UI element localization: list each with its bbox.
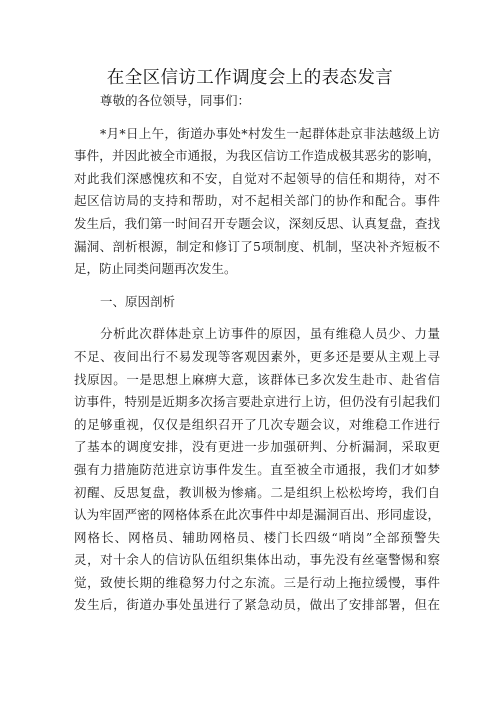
paragraph-incident — [74, 123, 440, 281]
paragraph-line: 找原因。一是思想上麻痹大意，该群体已多次发生赴市、赴省信 — [74, 371, 440, 387]
paragraph-line: 了基本的调度安排，没有更进一步加强研判、分析漏洞，采取更 — [74, 439, 440, 455]
paragraph-line: 分析此次群体赴京上访事件的原因，虽有维稳人员少、力量 — [100, 326, 440, 342]
paragraph-line: 起区信访局的支持和帮助，对不起相关部门的协作和配合。事件 — [74, 193, 440, 209]
document-body — [74, 90, 440, 617]
paragraph-line: 发生后，街道办事处虽进行了紧急动员，做出了安排部署，但在 — [74, 597, 440, 613]
paragraph-line: 的足够重视，仅仅是组织召开了几次专题会议，对维稳工作进行 — [74, 416, 440, 432]
paragraph-line: 不足、夜间出行不易发现等客观因素外，更多还是要从主观上寻 — [74, 348, 440, 364]
paragraph-line: 事件，并因此被全市通报，为我区信访工作造成极其恶劣的影响， — [74, 148, 440, 164]
paragraph-gap — [74, 113, 440, 123]
paragraph-line: 灵，对十余人的信访队伍组织集体出动，事先没有丝毫警惕和察 — [74, 552, 440, 568]
paragraph-line: *月*日上午，街道办事处*村发生一起群体赴京非法越级上访 — [100, 125, 440, 141]
paragraph-line: 对此我们深感愧疚和不安，自觉对不起领导的信任和期待，对不 — [74, 170, 440, 186]
paragraph-line: 漏洞、剖析根源，制定和修订了5项制度、机制，坚决补齐短板不 — [74, 238, 440, 254]
paragraph-line: 网格长、网格员、辅助网格员、楼门长四级“哨岗”全部预警失 — [74, 529, 440, 545]
paragraph-line: 足，防止同类问题再次发生。 — [74, 261, 237, 277]
paragraph-gap — [74, 313, 440, 323]
paragraph-line: 强有力措施防范进京访事件发生。直至被全市通报，我们才如梦 — [74, 461, 440, 477]
paragraph-cause-analysis — [74, 323, 440, 617]
paragraph-line: 认为牢固严密的网格体系在此次事件中却是漏洞百出、形同虚设， — [74, 507, 440, 523]
document-title: 在全区信访工作调度会上的表态发言 — [106, 68, 394, 88]
paragraph-line: 初醒、反思复盘，教训极为惨痛。二是组织上松松垮垮，我们自 — [74, 484, 440, 500]
paragraph-gap — [74, 281, 440, 291]
paragraph-line: 发生后，我们第一时间召开专题会议，深刻反思、认真复盘，查找 — [74, 215, 440, 231]
section-heading: 一、原因剖析 — [100, 293, 176, 309]
paragraph-line: 访事件，特别是近期多次扬言要赴京进行上访，但仍没有引起我们 — [74, 394, 440, 410]
salutation: 尊敬的各位领导，同事们： — [100, 93, 251, 108]
paragraph-line: 觉，致使长期的维稳努力付之东流。三是行动上拖拉缓慢，事件 — [74, 574, 440, 590]
